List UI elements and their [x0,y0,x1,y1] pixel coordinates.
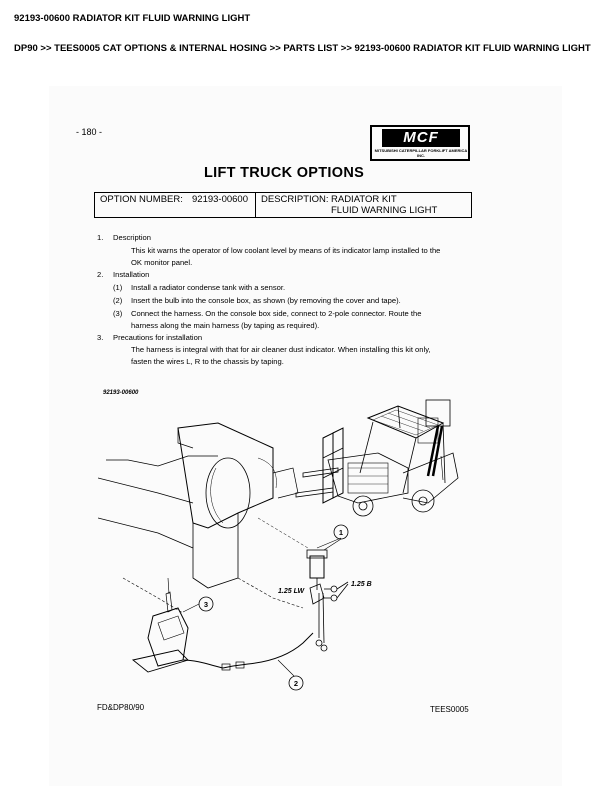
wire-label-b: 1.25 B [351,581,372,588]
console-box-illustration [307,538,348,651]
section-1-text: This kit warns the operator of low coolant level by means of its indicator lamp installed to the [131,246,441,255]
condense-tank-illustration [133,578,188,672]
step-number: (3) [113,309,123,318]
callout-3 [183,597,213,612]
callout-2-label: 2 [293,679,299,688]
section-1-heading: Description [113,233,151,242]
figure-label: 92193-00600 [103,390,139,396]
installation-diagram [98,398,468,698]
step-text: Install a radiator condense tank with a sensor. [131,283,286,292]
description-label: DESCRIPTION: [261,194,329,205]
chassis-frame [98,423,298,588]
breadcrumb: DP90 >> TEES0005 CAT OPTIONS & INTERNAL HOSING >> PARTS LIST >> 92193-00600 RADIATOR KIT FLUID WARNING LIGHT [14,43,591,54]
mcf-logo [370,125,470,161]
logo-subtext: MITSUBISHI CATERPILLAR FORKLIFT AMERICA INC. [374,148,468,158]
option-box [94,192,472,218]
step-text: harness along the main harness (by taping as required). [131,321,320,330]
step-number: (2) [113,296,123,305]
description-line-2: FLUID WARNING LIGHT [331,205,438,216]
footer-model: FD&DP80/90 [97,703,145,712]
section-3-heading: Precautions for installation [113,333,203,342]
section-2-heading: Installation [113,270,150,279]
option-number-label: OPTION NUMBER: [100,194,183,205]
section-2-number: 2. [97,270,104,279]
document-title: 92193-00600 RADIATOR KIT FLUID WARNING LIGHT [14,13,251,24]
logo-wordmark: MCF [382,129,460,147]
section-3-text: The harness is integral with that for air cleaner dust indicator. When installing this kit only, [131,345,431,354]
forklift-illustration [296,400,458,516]
section-1-number: 1. [97,233,104,242]
section-3-number: 3. [97,333,104,342]
step-text: Insert the bulb into the console box, as shown (by removing the cover and tape). [131,296,401,305]
footer-doc-code: TEES0005 [430,705,469,714]
option-box-divider [255,193,256,217]
callout-2 [278,660,303,690]
description-line-1: RADIATOR KIT [331,194,397,205]
section-1-text: OK monitor panel. [131,258,193,267]
callout-3-label: 3 [203,600,209,609]
option-number: 92193-00600 [192,194,248,205]
step-text: Connect the harness. On the console box side, connect to 2-pole connector. Route the [131,309,422,318]
page-number: - 180 - [76,127,103,137]
wire-label-lw: 1.25 LW [278,588,305,595]
step-number: (1) [113,283,123,292]
section-3-text: fasten the wires L, R to the chassis by taping. [131,357,284,366]
callout-1-label: 1 [338,528,344,537]
callout-1 [324,525,348,550]
page-title: LIFT TRUCK OPTIONS [204,165,365,181]
